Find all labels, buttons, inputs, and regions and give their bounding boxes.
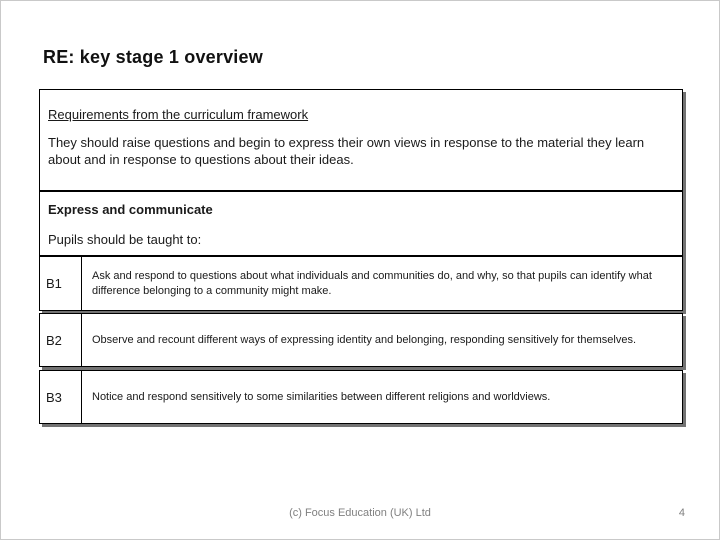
express-box: [39, 191, 683, 256]
row-text: Ask and respond to questions about what individuals and communities do, and why, so that pupils can identify what difference belonging to a community might make.: [92, 269, 652, 297]
express-subheading: Pupils should be taught to:: [48, 232, 202, 247]
page-title: RE: key stage 1 overview: [43, 47, 263, 67]
requirements-box: [39, 89, 683, 191]
row-text: Observe and recount different ways of expressing identity and belonging, responding sensitively for themselves.: [92, 333, 636, 346]
row-text: Notice and respond sensitively to some similarities between different religions and worldviews.: [92, 390, 551, 403]
row-code: B3: [40, 371, 82, 423]
requirements-heading: Requirements from the curriculum framework: [48, 107, 309, 122]
footer-copyright: (c) Focus Education (UK) Ltd: [289, 507, 431, 519]
row-code: B2: [40, 314, 82, 366]
footer-page-number: 4: [678, 507, 685, 519]
row-code: B1: [40, 257, 82, 310]
table-row: [39, 313, 683, 367]
table-row: [39, 370, 683, 424]
express-heading: Express and communicate: [48, 202, 213, 217]
table-row: [39, 256, 683, 311]
requirements-body: They should raise questions and begin to express their own views in response to the material they learn about and in response to questions about their ideas.: [48, 135, 645, 168]
